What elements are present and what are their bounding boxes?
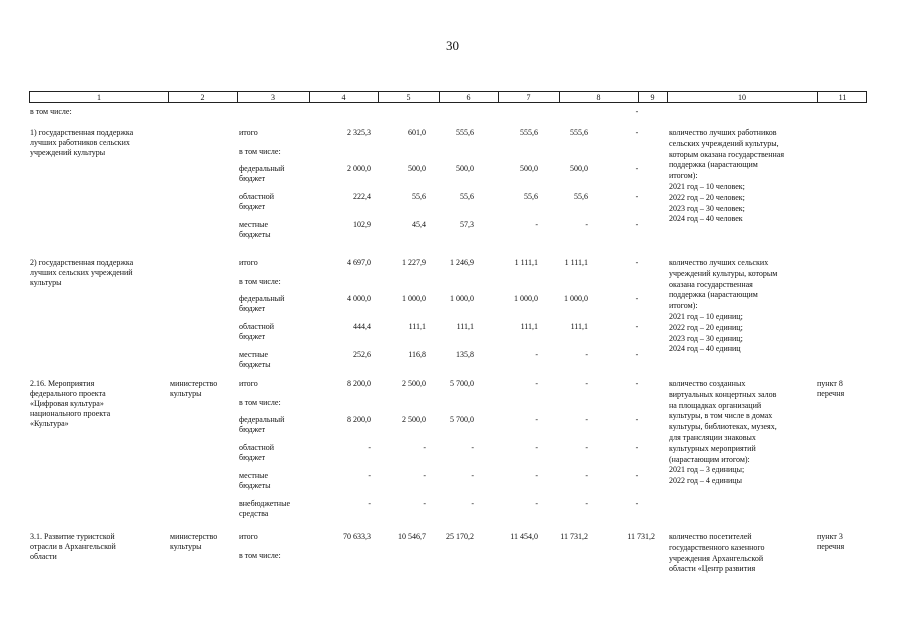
intro-dash: - (635, 107, 639, 116)
value-cell: 1 000,0 (402, 294, 426, 303)
value-cell: 11 731,2 (627, 532, 655, 541)
funding-source: бюджет (239, 453, 266, 462)
funding-source: бюджет (239, 332, 266, 341)
value-cell: - (471, 499, 474, 508)
value-cell: 111,1 (520, 322, 538, 331)
section-title-line: лучших сельских учреждений (30, 268, 133, 277)
funding-source: итого (239, 379, 258, 388)
executor-line: культуры (170, 389, 202, 398)
value-cell: 1 111,1 (564, 258, 588, 267)
value-cell: 4 697,0 (347, 258, 371, 267)
funding-source: итого (239, 258, 258, 267)
value-cell: - (635, 258, 639, 267)
reference-line: перечня (817, 389, 845, 398)
indicator-line: 2021 год – 3 единицы; (669, 465, 745, 475)
section-title-line: учреждений культуры (30, 148, 106, 157)
indicator-line: 2024 год – 40 человек (669, 214, 743, 224)
indicator-line: количество созданных (669, 379, 746, 388)
indicator-line: культуры, библиотеках, музеях, (669, 422, 777, 432)
funding-source: областной (239, 322, 275, 331)
value-cell: 10 546,7 (398, 532, 426, 541)
value-cell: - (535, 443, 538, 452)
section-title-line: отрасли в Архангельской (30, 542, 116, 551)
value-cell: - (471, 471, 474, 480)
section-title-line: «Цифровая культура» (30, 399, 104, 408)
header-cell-5: 5 (406, 93, 411, 102)
value-cell: 1 111,1 (514, 258, 538, 267)
intro-label: в том числе: (30, 107, 72, 116)
indicator-line: 2022 год – 4 единицы (669, 476, 742, 486)
value-cell: 25 170,2 (446, 532, 474, 541)
section-title-line: национального проекта (30, 409, 111, 418)
header-cell-1: 1 (97, 93, 101, 102)
value-cell: 2 000,0 (347, 164, 371, 173)
value-cell: 4 000,0 (347, 294, 371, 303)
funding-source: в том числе: (239, 277, 281, 286)
reference-line: пункт 3 (817, 532, 843, 541)
value-cell: - (585, 350, 588, 359)
indicator-line: учреждения Архангельской (669, 553, 764, 563)
value-cell: 444,4 (353, 322, 371, 331)
section-title-line: области (30, 552, 57, 561)
funding-source: бюджет (239, 304, 266, 313)
value-cell: 1 000,0 (514, 294, 538, 303)
section-title-line: «Культура» (30, 419, 69, 428)
value-cell: - (585, 443, 588, 452)
value-cell: - (635, 350, 639, 359)
funding-source: бюджет (239, 425, 266, 434)
value-cell: 55,6 (460, 192, 474, 201)
funding-source: итого (239, 128, 258, 137)
funding-source: бюджеты (239, 360, 271, 369)
value-cell: - (535, 379, 538, 388)
value-cell: - (368, 443, 371, 452)
indicator-line: 2023 год – 30 единиц; (669, 333, 743, 343)
section-title-line: федерального проекта (30, 389, 106, 398)
value-cell: - (635, 322, 639, 331)
value-cell: 111,1 (408, 322, 426, 331)
funding-source: местные (239, 350, 269, 359)
value-cell: 555,6 (456, 128, 474, 137)
header-cell-8: 8 (596, 93, 601, 102)
executor-line: культуры (170, 542, 202, 551)
funding-source: областной (239, 192, 275, 201)
funding-source: бюджеты (239, 230, 271, 239)
indicator-line: 2024 год – 40 единиц (669, 344, 741, 354)
indicator-line: учреждений культуры, которым (669, 268, 778, 278)
indicator-line: государственного казенного (669, 542, 765, 552)
funding-source: в том числе: (239, 147, 281, 156)
value-cell: - (423, 471, 426, 480)
funding-source: в том числе: (239, 551, 281, 560)
value-cell: 45,4 (412, 220, 426, 229)
indicator-line: 2022 год – 20 человек; (669, 192, 745, 202)
value-cell: 116,8 (408, 350, 426, 359)
indicator-line: сельских учреждений культуры, (669, 138, 779, 148)
value-cell: - (535, 499, 538, 508)
funding-source: в том числе: (239, 398, 281, 407)
funding-source: местные (239, 220, 269, 229)
value-cell: 2 325,3 (347, 128, 371, 137)
value-cell: 500,0 (408, 164, 426, 173)
indicator-line: (нарастающим итогом): (669, 454, 750, 464)
value-cell: - (635, 220, 639, 229)
funding-source: итого (239, 532, 258, 541)
header-cell-6: 6 (466, 93, 471, 102)
funding-source: внебюджетные (239, 499, 290, 508)
value-cell: 55,6 (574, 192, 588, 201)
indicator-line: 2021 год – 10 единиц; (669, 312, 743, 321)
indicator-line: поддержка (нарастающим (669, 290, 758, 300)
value-cell: 1 227,9 (402, 258, 426, 267)
value-cell: - (635, 499, 639, 508)
value-cell: 601,0 (408, 128, 426, 137)
value-cell: - (535, 350, 538, 359)
value-cell: - (535, 415, 538, 424)
value-cell: 8 200,0 (347, 415, 371, 424)
value-cell: - (471, 443, 474, 452)
table-header (29, 91, 867, 103)
indicator-line: 2021 год – 10 человек; (669, 182, 745, 191)
funding-source: местные (239, 471, 269, 480)
indicator-line: культуры, в том числе в домах (669, 411, 773, 421)
value-cell: - (423, 443, 426, 452)
indicator-line: итогом): (669, 301, 698, 311)
value-cell: - (423, 499, 426, 508)
executor-line: министерство (170, 532, 218, 541)
funding-source: средства (239, 509, 269, 518)
value-cell: 252,6 (353, 350, 371, 359)
value-cell: - (585, 499, 588, 508)
indicator-line: количество лучших работников (669, 128, 777, 137)
value-cell: 222,4 (353, 192, 371, 201)
header-cell-11: 11 (838, 93, 847, 102)
value-cell: - (635, 471, 639, 480)
indicator-line: поддержка (нарастающим (669, 160, 758, 170)
value-cell: 5 700,0 (450, 379, 474, 388)
value-cell: - (635, 128, 639, 137)
value-cell: - (368, 471, 371, 480)
indicator-line: 2022 год – 20 единиц; (669, 322, 743, 332)
section-title-line: лучших работников сельских (30, 138, 130, 147)
funding-source: федеральный (239, 294, 285, 303)
funding-source: бюджет (239, 202, 266, 211)
indicator-line: итогом): (669, 171, 698, 181)
header-cell-7: 7 (526, 93, 531, 102)
funding-source: федеральный (239, 415, 285, 424)
value-cell: 555,6 (520, 128, 538, 137)
value-cell: 500,0 (570, 164, 588, 173)
funding-source: бюджеты (239, 481, 271, 490)
indicator-line: для трансляции знаковых (669, 433, 756, 442)
value-cell: 5 700,0 (450, 415, 474, 424)
indicator-line: области «Центр развития (669, 564, 756, 574)
indicator-line: культурных мероприятий (669, 443, 756, 453)
value-cell: - (635, 379, 639, 388)
value-cell: 70 633,3 (343, 532, 371, 541)
header-cell-4: 4 (341, 93, 346, 102)
indicator-line: оказана государственная (669, 279, 753, 289)
header-cell-2: 2 (200, 93, 205, 102)
page-number: 30 (446, 38, 459, 53)
value-cell: - (635, 294, 639, 303)
reference-line: перечня (817, 542, 845, 551)
indicator-line: виртуальных концертных залов (669, 389, 777, 399)
value-cell: 1 246,9 (450, 258, 474, 267)
value-cell: - (635, 415, 639, 424)
value-cell: - (635, 192, 639, 201)
reference-line: пункт 8 (817, 379, 843, 388)
value-cell: 555,6 (570, 128, 588, 137)
indicator-line: которым оказана государственная (669, 149, 785, 159)
value-cell: 57,3 (460, 220, 474, 229)
section-title-line: 3.1. Развитие туристской (30, 532, 115, 541)
value-cell: - (635, 443, 639, 452)
value-cell: - (635, 164, 639, 173)
header-cell-9: 9 (650, 93, 655, 102)
value-cell: 8 200,0 (347, 379, 371, 388)
value-cell: 2 500,0 (402, 415, 426, 424)
value-cell: - (585, 415, 588, 424)
value-cell: 1 000,0 (450, 294, 474, 303)
value-cell: 11 731,2 (560, 532, 588, 541)
indicator-line: на площадках организаций (669, 400, 762, 410)
value-cell: 102,9 (353, 220, 371, 229)
value-cell: 111,1 (456, 322, 474, 331)
value-cell: - (585, 471, 588, 480)
funding-source: бюджет (239, 174, 266, 183)
indicator-line: количество посетителей (669, 532, 752, 541)
value-cell: - (368, 499, 371, 508)
value-cell: 55,6 (524, 192, 538, 201)
value-cell: 11 454,0 (510, 532, 538, 541)
value-cell: 500,0 (520, 164, 538, 173)
value-cell: 2 500,0 (402, 379, 426, 388)
indicator-line: 2023 год – 30 человек; (669, 203, 745, 213)
section-title-line: 2) государственная поддержка (30, 258, 134, 267)
value-cell: 1 000,0 (564, 294, 588, 303)
value-cell: 135,8 (456, 350, 474, 359)
value-cell: 111,1 (570, 322, 588, 331)
funding-source: областной (239, 443, 275, 452)
section-title-line: культуры (30, 278, 62, 287)
header-cell-10: 10 (738, 93, 746, 102)
indicator-line: количество лучших сельских (669, 258, 769, 267)
header-cell-3: 3 (271, 93, 275, 102)
value-cell: 500,0 (456, 164, 474, 173)
value-cell: - (585, 220, 588, 229)
value-cell: - (535, 220, 538, 229)
executor-line: министерство (170, 379, 218, 388)
value-cell: 55,6 (412, 192, 426, 201)
value-cell: - (585, 379, 588, 388)
funding-source: федеральный (239, 164, 285, 173)
section-title-line: 2.16. Мероприятия (30, 379, 95, 388)
section-title-line: 1) государственная поддержка (30, 128, 134, 137)
value-cell: - (535, 471, 538, 480)
